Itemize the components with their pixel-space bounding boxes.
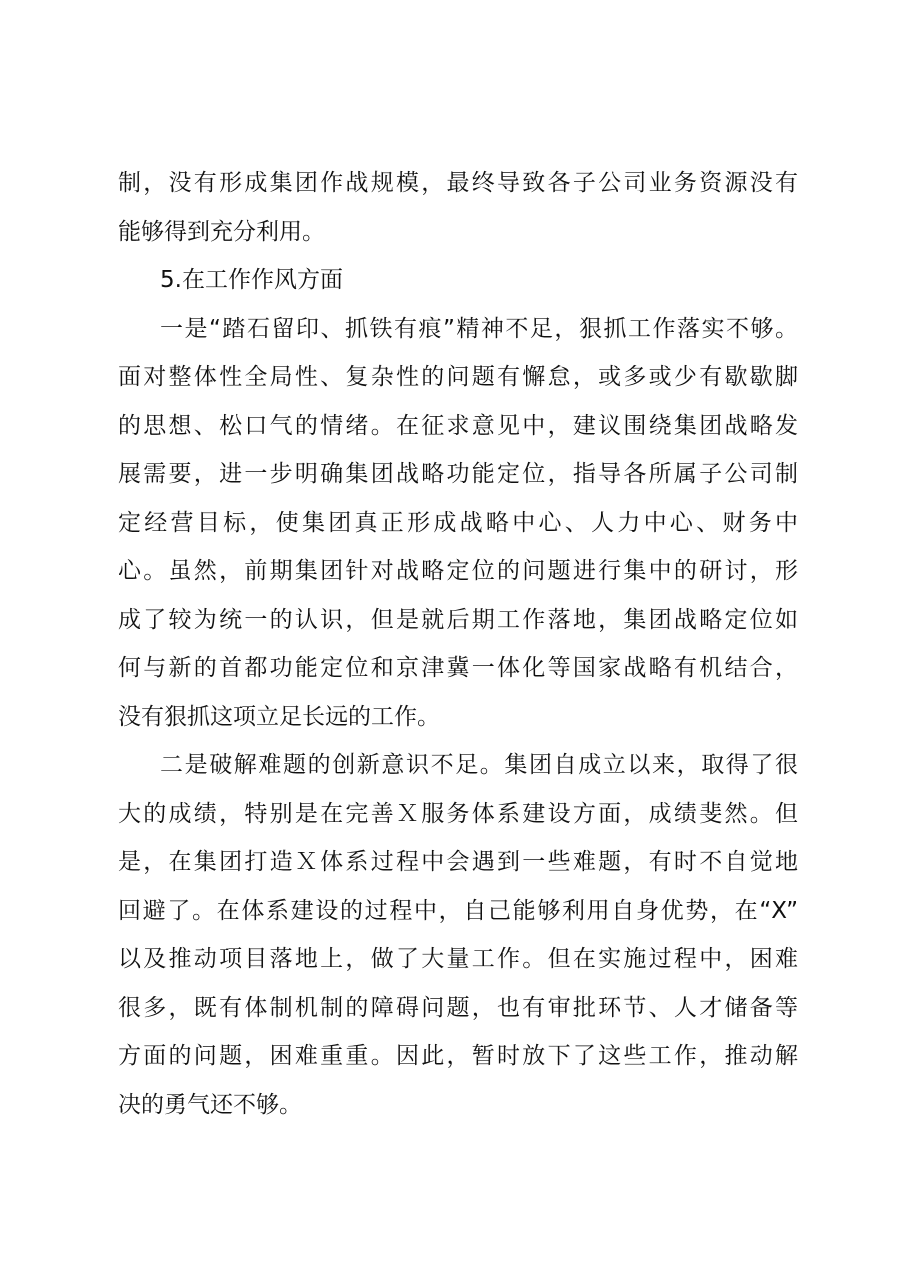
paragraph-line: 二是破解难题的创新意识不足。集团自成立以来，取得了很: [160, 752, 798, 778]
paragraph-line: 心。虽然，前期集团针对战略定位的问题进行集中的研讨，形: [118, 558, 798, 584]
paragraph-line: 回避了。在体系建设的过程中，自己能够利用自身优势，在“X”: [118, 898, 798, 924]
paragraph-line: 一是“踏石留印、抓铁有痕”精神不足，狠抓工作落实不够。: [160, 316, 798, 342]
paragraph-line: 面对整体性全局性、复杂性的问题有懈怠，或多或少有歇歇脚: [118, 364, 798, 390]
paragraph-line: 定经营目标，使集团真正形成战略中心、人力中心、财务中: [118, 510, 798, 536]
section-heading: 5.在工作作风方面: [160, 267, 343, 293]
paragraph-line: 能够得到充分利用。: [118, 219, 325, 245]
paragraph-line: 何与新的首都功能定位和京津冀一体化等国家战略有机结合，: [118, 655, 798, 681]
paragraph-line: 以及推动项目落地上，做了大量工作。但在实施过程中，困难: [118, 946, 798, 972]
paragraph-line: 的思想、松口气的情绪。在征求意见中，建议围绕集团战略发: [118, 413, 798, 439]
paragraph-line: 制，没有形成集团作战规模，最终导致各子公司业务资源没有: [118, 170, 798, 196]
paragraph-line: 大的成绩，特别是在完善Ｘ服务体系建设方面，成绩斐然。但: [118, 801, 798, 827]
paragraph-line: 成了较为统一的认识，但是就后期工作落地，集团战略定位如: [118, 607, 798, 633]
paragraph-line: 方面的问题，困难重重。因此，暂时放下了这些工作，推动解: [118, 1043, 798, 1069]
paragraph-line: 决的勇气还不够。: [118, 1092, 302, 1118]
paragraph-line: 没有狠抓这项立足长远的工作。: [118, 704, 440, 730]
paragraph-line: 很多，既有体制机制的障碍问题，也有审批环节、人才储备等: [118, 995, 798, 1021]
paragraph-line: 展需要，进一步明确集团战略功能定位，指导各所属子公司制: [118, 461, 798, 487]
paragraph-line: 是，在集团打造Ｘ体系过程中会遇到一些难题，有时不自觉地: [118, 849, 798, 875]
